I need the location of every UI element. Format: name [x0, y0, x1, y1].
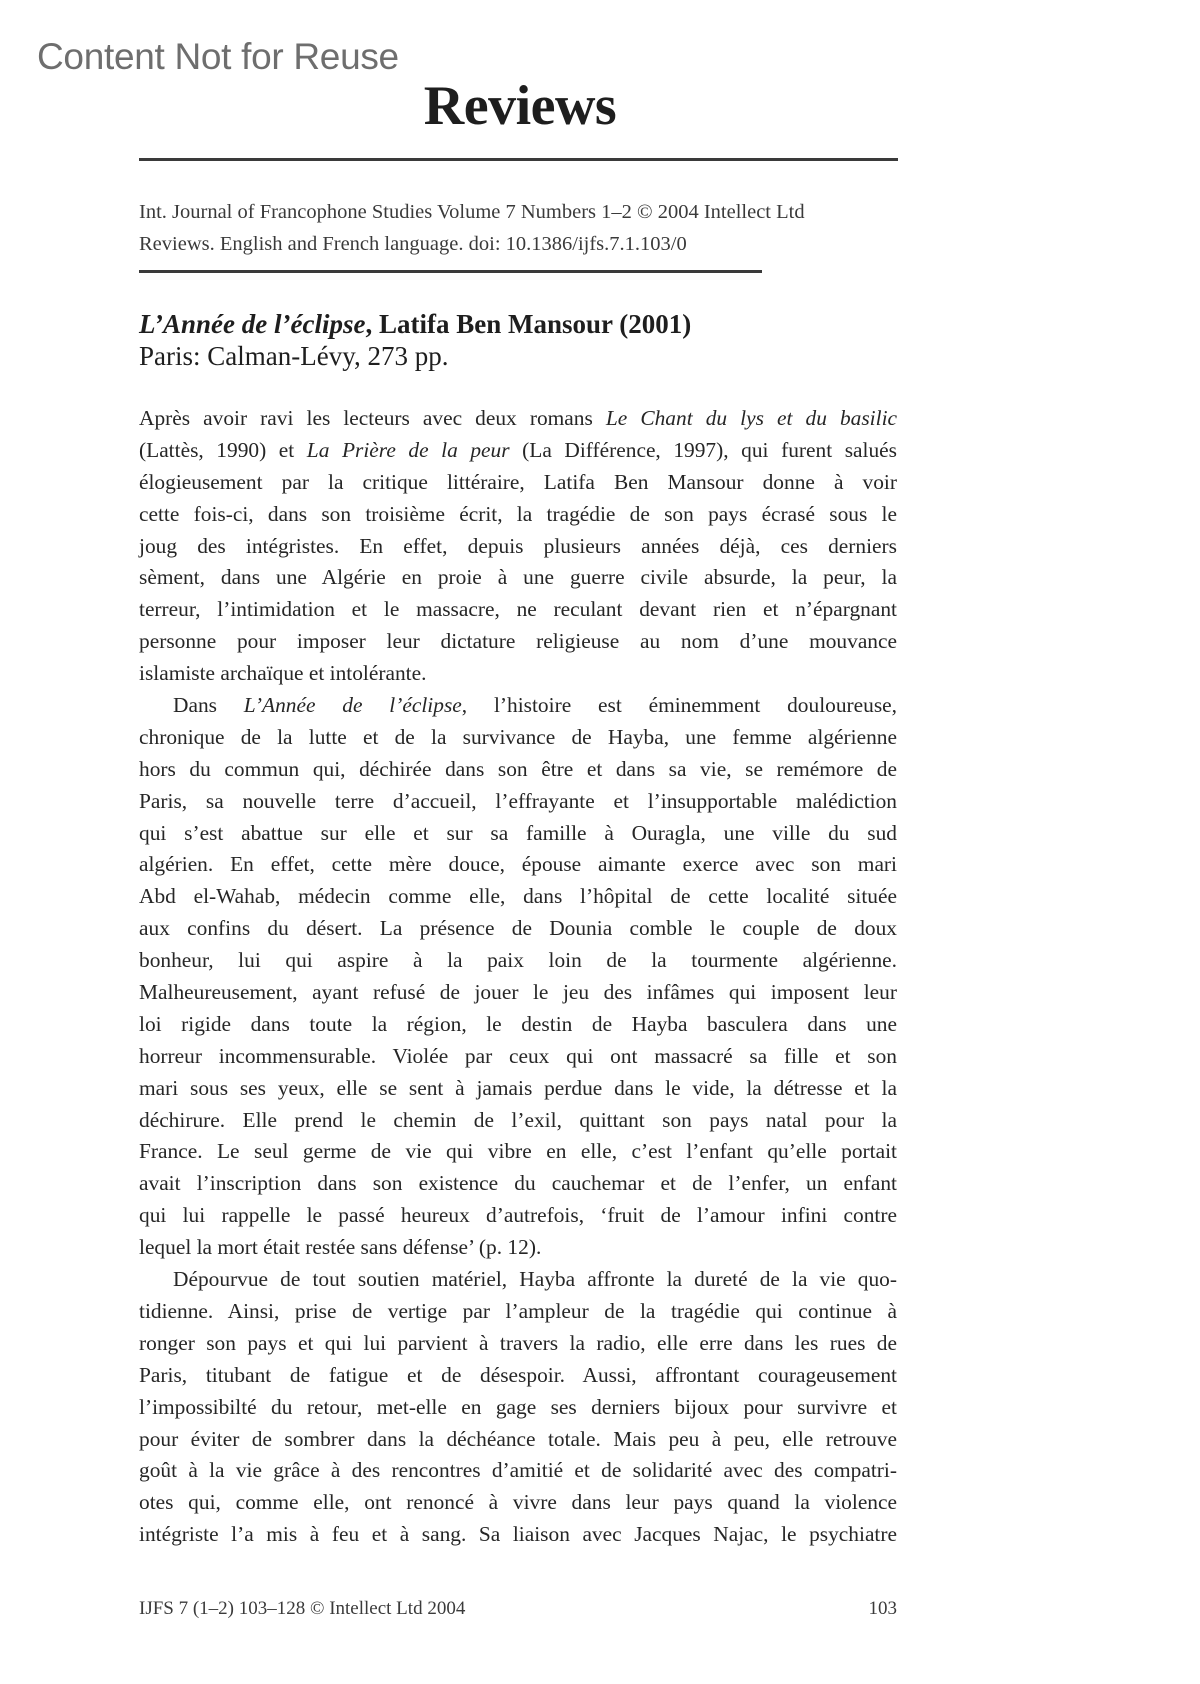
text-run: aux confins du désert. La présence de Dounia comble le couple de doux: [139, 916, 897, 941]
text-run: bonheur, lui qui aspire à la paix loin de la tourmente algérienne.: [139, 948, 897, 973]
body-text-line: [139, 531, 897, 563]
text-run: Dans: [173, 693, 244, 718]
text-run: joug des intégristes. En effet, depuis plusieurs années déjà, ces derniers: [139, 533, 897, 558]
body-text-line: [139, 403, 897, 435]
footer-citation: IJFS 7 (1–2) 103–128 © Intellect Ltd 2004: [139, 1598, 466, 1619]
text-run: chronique de la lutte et de la survivance de Hayba, une femme algérienne: [139, 724, 897, 749]
page-footer: [139, 1598, 897, 1620]
text-run: élogieusement par la critique littéraire, Latifa Ben Mansour donne à voir: [139, 469, 897, 494]
text-run: horreur incommensurable. Violée par ceux qui ont massacré sa fille et son: [139, 1043, 897, 1068]
body-text-line: [139, 849, 897, 881]
doi-line: Reviews. English and French language. doi: 10.1386/ijfs.7.1.103/0: [139, 233, 687, 255]
body-text-line: [139, 1487, 897, 1519]
body-text-line: [139, 945, 897, 977]
text-run: Abd el-Wahab, médecin comme elle, dans l’hôpital de cette localité située: [139, 884, 897, 909]
body-text-line: [139, 658, 897, 690]
body-text-line: [139, 1455, 897, 1487]
body-text-line: [139, 594, 897, 626]
review-title-line: [139, 308, 691, 340]
text-run: mari sous ses yeux, elle se sent à jamais perdue dans le vide, la détresse et la: [139, 1075, 897, 1100]
text-run: Paris, titubant de fatigue et de désespoir. Aussi, affrontant courageusement: [139, 1362, 897, 1387]
body-text-line: [139, 1360, 897, 1392]
body-text-line: [139, 626, 897, 658]
review-body: [139, 403, 897, 1551]
body-text-line: [139, 1264, 897, 1296]
body-text-line: [139, 690, 897, 722]
body-text-line: [139, 1009, 897, 1041]
body-text-line: [139, 1073, 897, 1105]
text-run: cette fois-ci, dans son troisième écrit, la tragédie de son pays écrasé sous le: [139, 501, 897, 526]
italic-title-text: L’Année de l’éclipse: [243, 693, 462, 718]
text-run: tidienne. Ainsi, prise de vertige par l’ampleur de la tragédie qui continue à: [139, 1298, 897, 1323]
author-year: , Latifa Ben Mansour (2001): [365, 309, 692, 339]
text-run: hors du commun qui, déchirée dans son être et dans sa vie, se remémore de: [139, 756, 897, 781]
text-run: lequel la mort était restée sans défense’ (p. 12).: [139, 1235, 542, 1260]
body-text-line: [139, 722, 897, 754]
article-metadata: [139, 196, 805, 260]
text-run: (La Différence, 1997), qui furent salués: [509, 437, 897, 462]
text-run: otes qui, comme elle, ont renoncé à vivre dans leur pays quand la violence: [139, 1490, 897, 1515]
body-text-line: [139, 1168, 897, 1200]
text-run: Dépourvue de tout soutien matériel, Hayba affronte la dureté de la vie quo-: [173, 1267, 897, 1292]
body-text-line: [139, 913, 897, 945]
text-run: terreur, l’intimidation et le massacre, ne reculant devant rien et n’épargnant: [139, 597, 897, 622]
text-run: l’impossibilté du retour, met-elle en gage ses derniers bijoux pour survivre et: [139, 1394, 897, 1419]
body-text-line: [139, 1105, 897, 1137]
running-head: Reviews: [423, 75, 617, 137]
text-run: ronger son pays et qui lui parvient à travers la radio, elle erre dans les rues de: [139, 1330, 897, 1355]
body-text-line: [139, 562, 897, 594]
body-text-line: [139, 499, 897, 531]
body-text-line: [139, 977, 897, 1009]
body-text-line: [139, 1519, 897, 1551]
text-run: France. Le seul germe de vie qui vibre en elle, c’est l’enfant qu’elle portait: [139, 1139, 897, 1164]
text-run: algérien. En effet, cette mère douce, épouse aimante exerce avec son mari: [139, 852, 897, 877]
text-run: Après avoir ravi les lecteurs avec deux romans: [139, 406, 606, 430]
body-text-line: [139, 818, 897, 850]
text-run: qui lui rappelle le passé heureux d’autrefois, ‘fruit de l’amour infini contre: [139, 1203, 897, 1228]
text-run: goût à la vie grâce à des rencontres d’amitié et de solidarité avec des compatri-: [139, 1458, 897, 1483]
watermark: Content Not for Reuse: [37, 36, 399, 77]
text-run: déchirure. Elle prend le chemin de l’exil, quittant son pays natal pour la: [139, 1107, 897, 1132]
body-text-line: [139, 1200, 897, 1232]
body-text-line: [139, 1424, 897, 1456]
italic-title-text: Le Chant du lys et du basilic: [605, 406, 898, 430]
text-run: islamiste archaïque et intolérante.: [139, 661, 427, 686]
text-run: pour éviter de sombrer dans la déchéance totale. Mais peu à peu, elle retrouve: [139, 1426, 897, 1451]
metadata-rule-divider: [139, 270, 762, 273]
publication-info: Paris: Calman-Lévy, 273 pp.: [139, 341, 449, 371]
journal-citation-line: Int. Journal of Francophone Studies Volume 7 Numbers 1–2 © 2004 Intellect Ltd: [139, 201, 805, 223]
body-text-line: [139, 1392, 897, 1424]
body-text-line: [139, 1136, 897, 1168]
text-run: Malheureusement, ayant refusé de jouer le jeu des infâmes qui imposent leur: [139, 980, 897, 1005]
page-number: 103: [868, 1598, 897, 1619]
body-text-line: [139, 786, 897, 818]
text-run: personne pour imposer leur dictature religieuse au nom d’une mouvance: [139, 629, 897, 654]
text-run: sèment, dans une Algérie en proie à une guerre civile absurde, la peur, la: [139, 565, 897, 590]
review-heading: [139, 308, 691, 372]
text-run: intégriste l’a mis à feu et à sang. Sa liaison avec Jacques Najac, le psychiatre: [139, 1522, 897, 1547]
text-run: Paris, sa nouvelle terre d’accueil, l’effrayante et l’insupportable malédiction: [139, 788, 897, 813]
body-text-line: [139, 1041, 897, 1073]
body-text-line: [139, 1296, 897, 1328]
text-run: , l’histoire est éminemment douloureuse,: [461, 693, 898, 718]
text-run: (Lattès, 1990) et: [139, 437, 307, 462]
body-text-line: [139, 467, 897, 499]
text-run: loi rigide dans toute la région, le destin de Hayba basculera dans une: [139, 1011, 897, 1036]
body-text-line: [139, 754, 897, 786]
body-text-line: [139, 435, 897, 467]
text-run: qui s’est abattue sur elle et sur sa famille à Ouragla, une ville du sud: [139, 820, 897, 845]
body-text-line: [139, 1232, 897, 1264]
italic-title-text: La Prière de la peur: [306, 437, 510, 462]
text-run: avait l’inscription dans son existence du cauchemar et de l’enfer, un enfant: [139, 1171, 897, 1196]
body-text-line: [139, 1328, 897, 1360]
book-title: L’Année de l’éclipse: [139, 309, 366, 339]
top-rule-divider: [139, 158, 898, 161]
body-text-line: [139, 881, 897, 913]
